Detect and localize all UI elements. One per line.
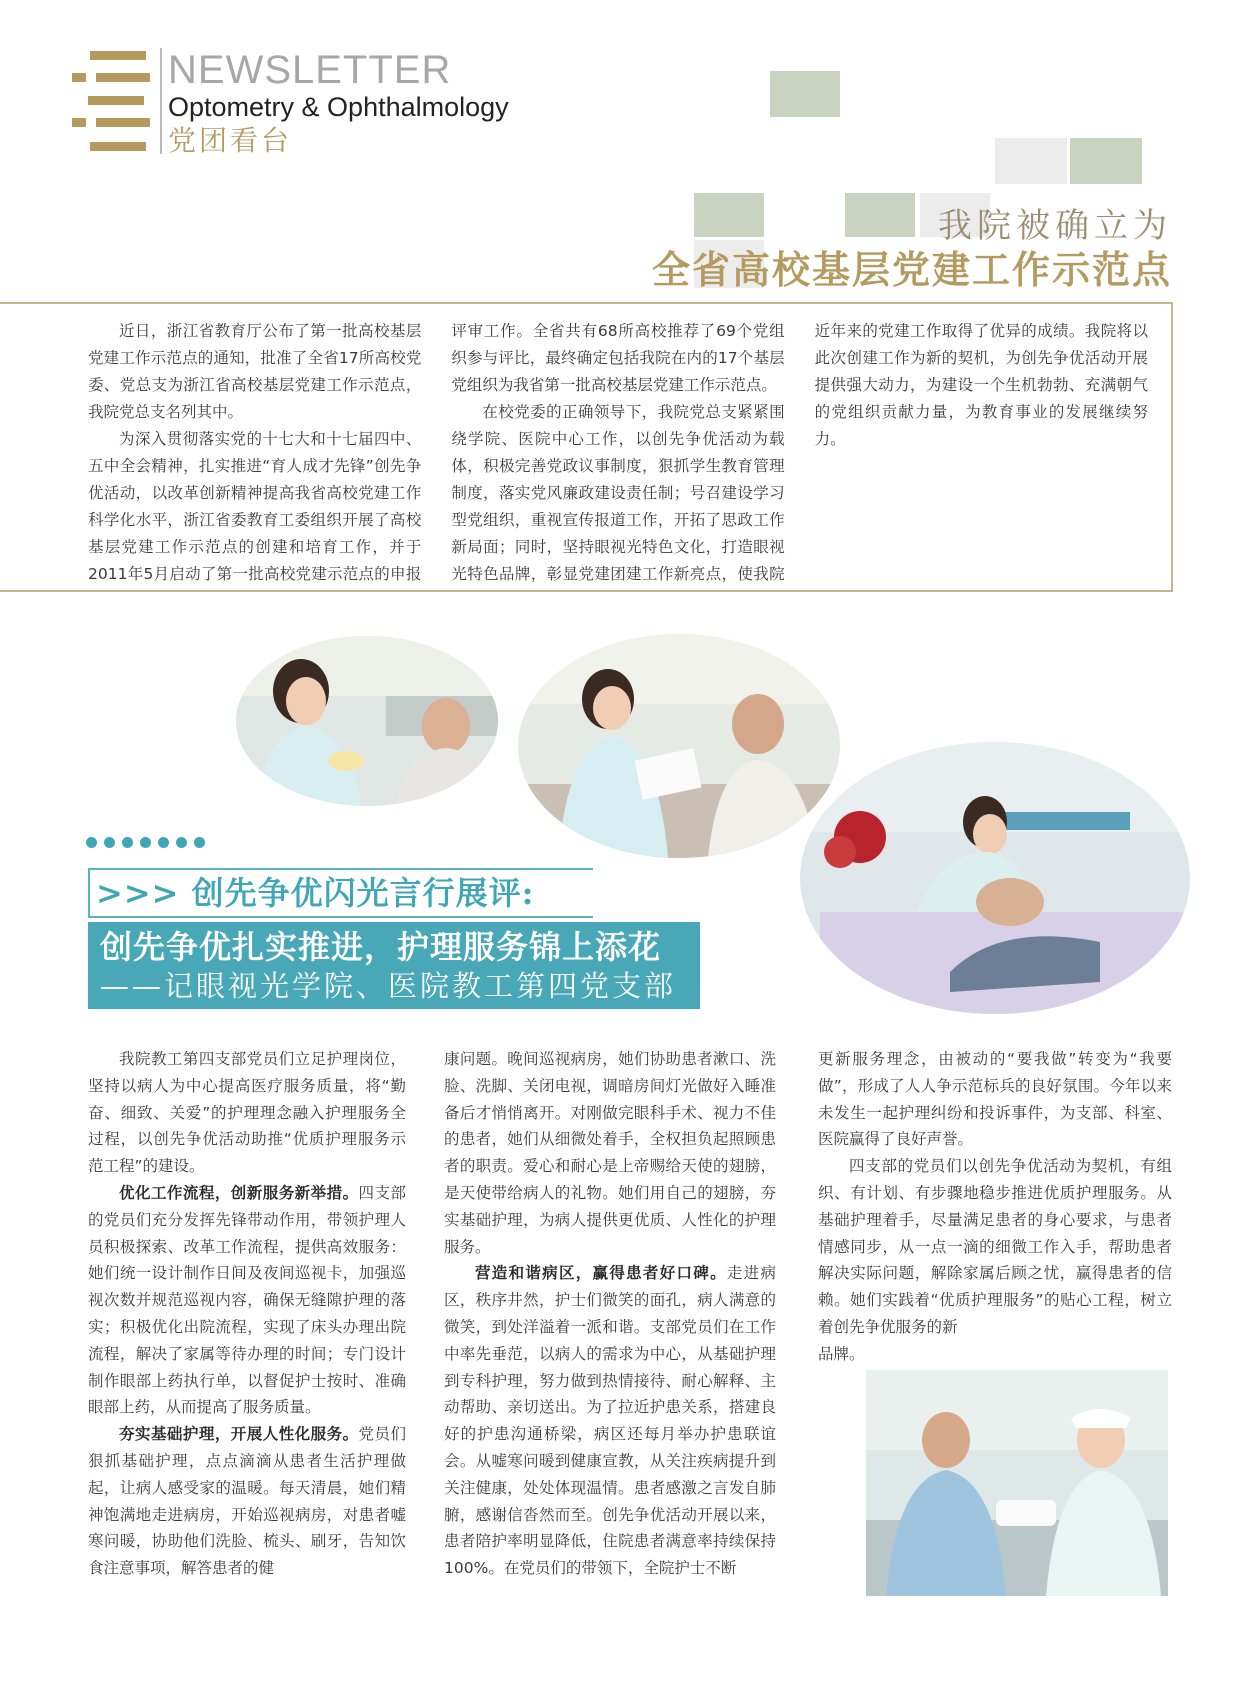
- logo-bar-6: [96, 118, 150, 127]
- dot: [86, 837, 97, 848]
- dot: [122, 837, 133, 848]
- newsletter-title: NEWSLETTER: [168, 48, 452, 92]
- article2-paragraph: 品牌。: [818, 1344, 865, 1363]
- photo-nurse-with-patient-1: [236, 636, 498, 806]
- logo-bar-7: [90, 142, 146, 151]
- section-category: 党团看台: [168, 124, 293, 157]
- article2-col3: [818, 1046, 1172, 1368]
- logo-divider: [160, 48, 162, 154]
- dot: [104, 837, 115, 848]
- deco-square: [995, 138, 1067, 184]
- dot: [194, 837, 205, 848]
- photo-nurse-with-patient-ward: [866, 1370, 1168, 1596]
- photo-nurse-caring-patient-in-bed: [800, 742, 1190, 1014]
- section-label: >>> 创先争优闪光言行展评:: [96, 874, 535, 912]
- dot: [158, 837, 169, 848]
- logo-bar-5: [72, 118, 86, 127]
- deco-square: [1070, 138, 1142, 184]
- article2-paragraph: 四支部的党员们以创先争优活动为契机，有组织、有计划、有步骤地稳步推进优质护理服务。从基础护理着手，尽量满足患者的身心要求，与患者情感同步，从一点一滴的细微工作入手，帮助患者解决实际问题，解除家属后顾之忧，赢得患者的信赖。她们实践着“优质护理服务”的贴心工程，树立着创先争优服务的新: [818, 1157, 1172, 1336]
- article1-title-line2: 全省高校基层党建工作示范点: [651, 247, 1172, 292]
- newsletter-subtitle: Optometry & Ophthalmology: [168, 92, 509, 122]
- article1-paragraph-2: 为深入贯彻落实党的十七大和十七届四中、五中全会精神，扎实推进“育人成才先锋”创先争优活动，以改革创新精神提高我省高校党建工作科学化水平，浙江省委教育工委组织开展了高校基层党建工作示范点的创建和培育工作，并于2011年5月启动了第一批高校党建示范点的申报评审工作。全省共有68所高校推荐了69个党组织参与评比，最终确定包括我院在内的17个基层党组织为我省第一批高校基层党建工作示范点。: [88, 322, 785, 583]
- article1-title-line1: 我院被确立为: [938, 206, 1172, 246]
- article2-paragraph: 我院教工第四支部党员们立足护理岗位，坚持以病人为中心提高医疗服务质量，将“勤奋、细致、关爱”的护理理念融入护理服务全过程，以创先争优活动助推“优质护理服务示范工程”的建设。: [88, 1050, 406, 1176]
- article2-col2: [444, 1046, 776, 1582]
- article2-title: 创先争优扎实推进，护理服务锦上添花: [100, 928, 662, 966]
- logo-bar-1: [90, 51, 146, 60]
- article2-paragraph: 更新服务理念，由被动的“要我做”转变为“我要做”，形成了人人争示范标兵的良好氛围。今年以来未发生一起护理纠纷和投诉事件，为支部、科室、医院赢得了良好声誉。: [818, 1050, 1172, 1149]
- article2-paragraph: 夯实基础护理，开展人性化服务。党员们狠抓基础护理，点点滴滴从患者生活护理做起，让病人感受家的温暖。每天清晨，她们精神饱满地走进病房，开始巡视病房，对患者嘘寒问暖，协助他们洗脸、梳头、刷牙，告知饮食注意事项，解答患者的健: [88, 1425, 406, 1578]
- logo-bar-4: [88, 96, 144, 105]
- article2-paragraph: 优化工作流程，创新服务新举措。四支部的党员们充分发挥先锋带动作用，带领护理人员积极探索、改革工作流程，提供高效服务：她们统一设计制作日间及夜间巡视卡，加强巡视次数并规范巡视内容，确保无缝隙护理的落实；积极优化出院流程，实现了床头办理出院流程，解决了家属等待办理的时间；专门设计制作眼部上药执行单，以督促护士按时、准确眼部上药，从而提高了服务质量。: [88, 1183, 406, 1417]
- article1-paragraph-1: 近日，浙江省教育厅公布了第一批高校基层党建工作示范点的通知，批准了全省17所高校党委、党总支为浙江省高校基层党建工作示范点，我院党总支名列其中。: [88, 322, 422, 421]
- article2-paragraph: 康问题。晚间巡视病房，她们协助患者漱口、洗脸、洗脚、关闭电视，调暗房间灯光做好入睡准备后才悄悄离开。对刚做完眼科手术、视力不佳的患者，她们从细微处着手，全权担负起照顾患者的职责。爱心和耐心是上帝赐给天使的翅膀，是天使带给病人的礼物。她们用自己的翅膀，夯实基础护理，为病人提供更优质、人性化的护理服务。: [444, 1050, 776, 1256]
- decorative-dots: [86, 837, 205, 848]
- article1-paragraph-3: 在校党委的正确领导下，我院党总支紧紧围绕学院、医院中心工作，以创先争优活动为载体，积极完善党政议事制度，狠抓学生教育管理制度，落实党风廉政建设责任制；号召建设学习型党组织，重视宣传报道工作，开拓了思政工作新局面；同时，坚持眼视光特色文化，打造眼视光特色品牌，彰显党建团建工作新亮点，使我院近年来的党建工作取得了优异的成绩。我院将以此次创建工作为新的契机，为创先争优活动开展提供强大动力，为建设一个生机勃勃、充满朝气的党组织贡献力量，为教育事业的发展继续努力。: [451, 322, 1148, 583]
- article2-col1: [88, 1046, 406, 1582]
- photo-nurse-with-patient-2: [518, 634, 840, 858]
- deco-square: [694, 193, 764, 237]
- article2-subtitle: ——记眼视光学院、医院教工第四党支部: [100, 969, 677, 1003]
- article1-body: [88, 318, 1148, 588]
- dot: [140, 837, 151, 848]
- logo-bar-3: [96, 73, 150, 82]
- deco-square: [770, 71, 840, 117]
- deco-square: [845, 193, 915, 237]
- article2-paragraph: 营造和谐病区，赢得患者好口碑。走进病区，秩序井然，护士们微笑的面孔，病人满意的微笑，到处洋溢着一派和谐。支部党员们在工作中率先垂范，以病人的需求为中心，从基础护理到专科护理，努力做到热情接待、耐心解释、主动帮助、亲切送出。为了拉近护患关系，搭建良好的护患沟通桥梁，病区还每月举办护患联谊会。从嘘寒问暖到健康宣教，从关注疾病提升到关注健康，处处体现温情。患者感激之言发自肺腑，感谢信沓然而至。创先争优活动开展以来，患者陪护率明显降低，住院患者满意率持续保持100%。在党员们的带领下，全院护士不断: [444, 1264, 776, 1578]
- logo-bar-2: [72, 73, 86, 82]
- dot: [176, 837, 187, 848]
